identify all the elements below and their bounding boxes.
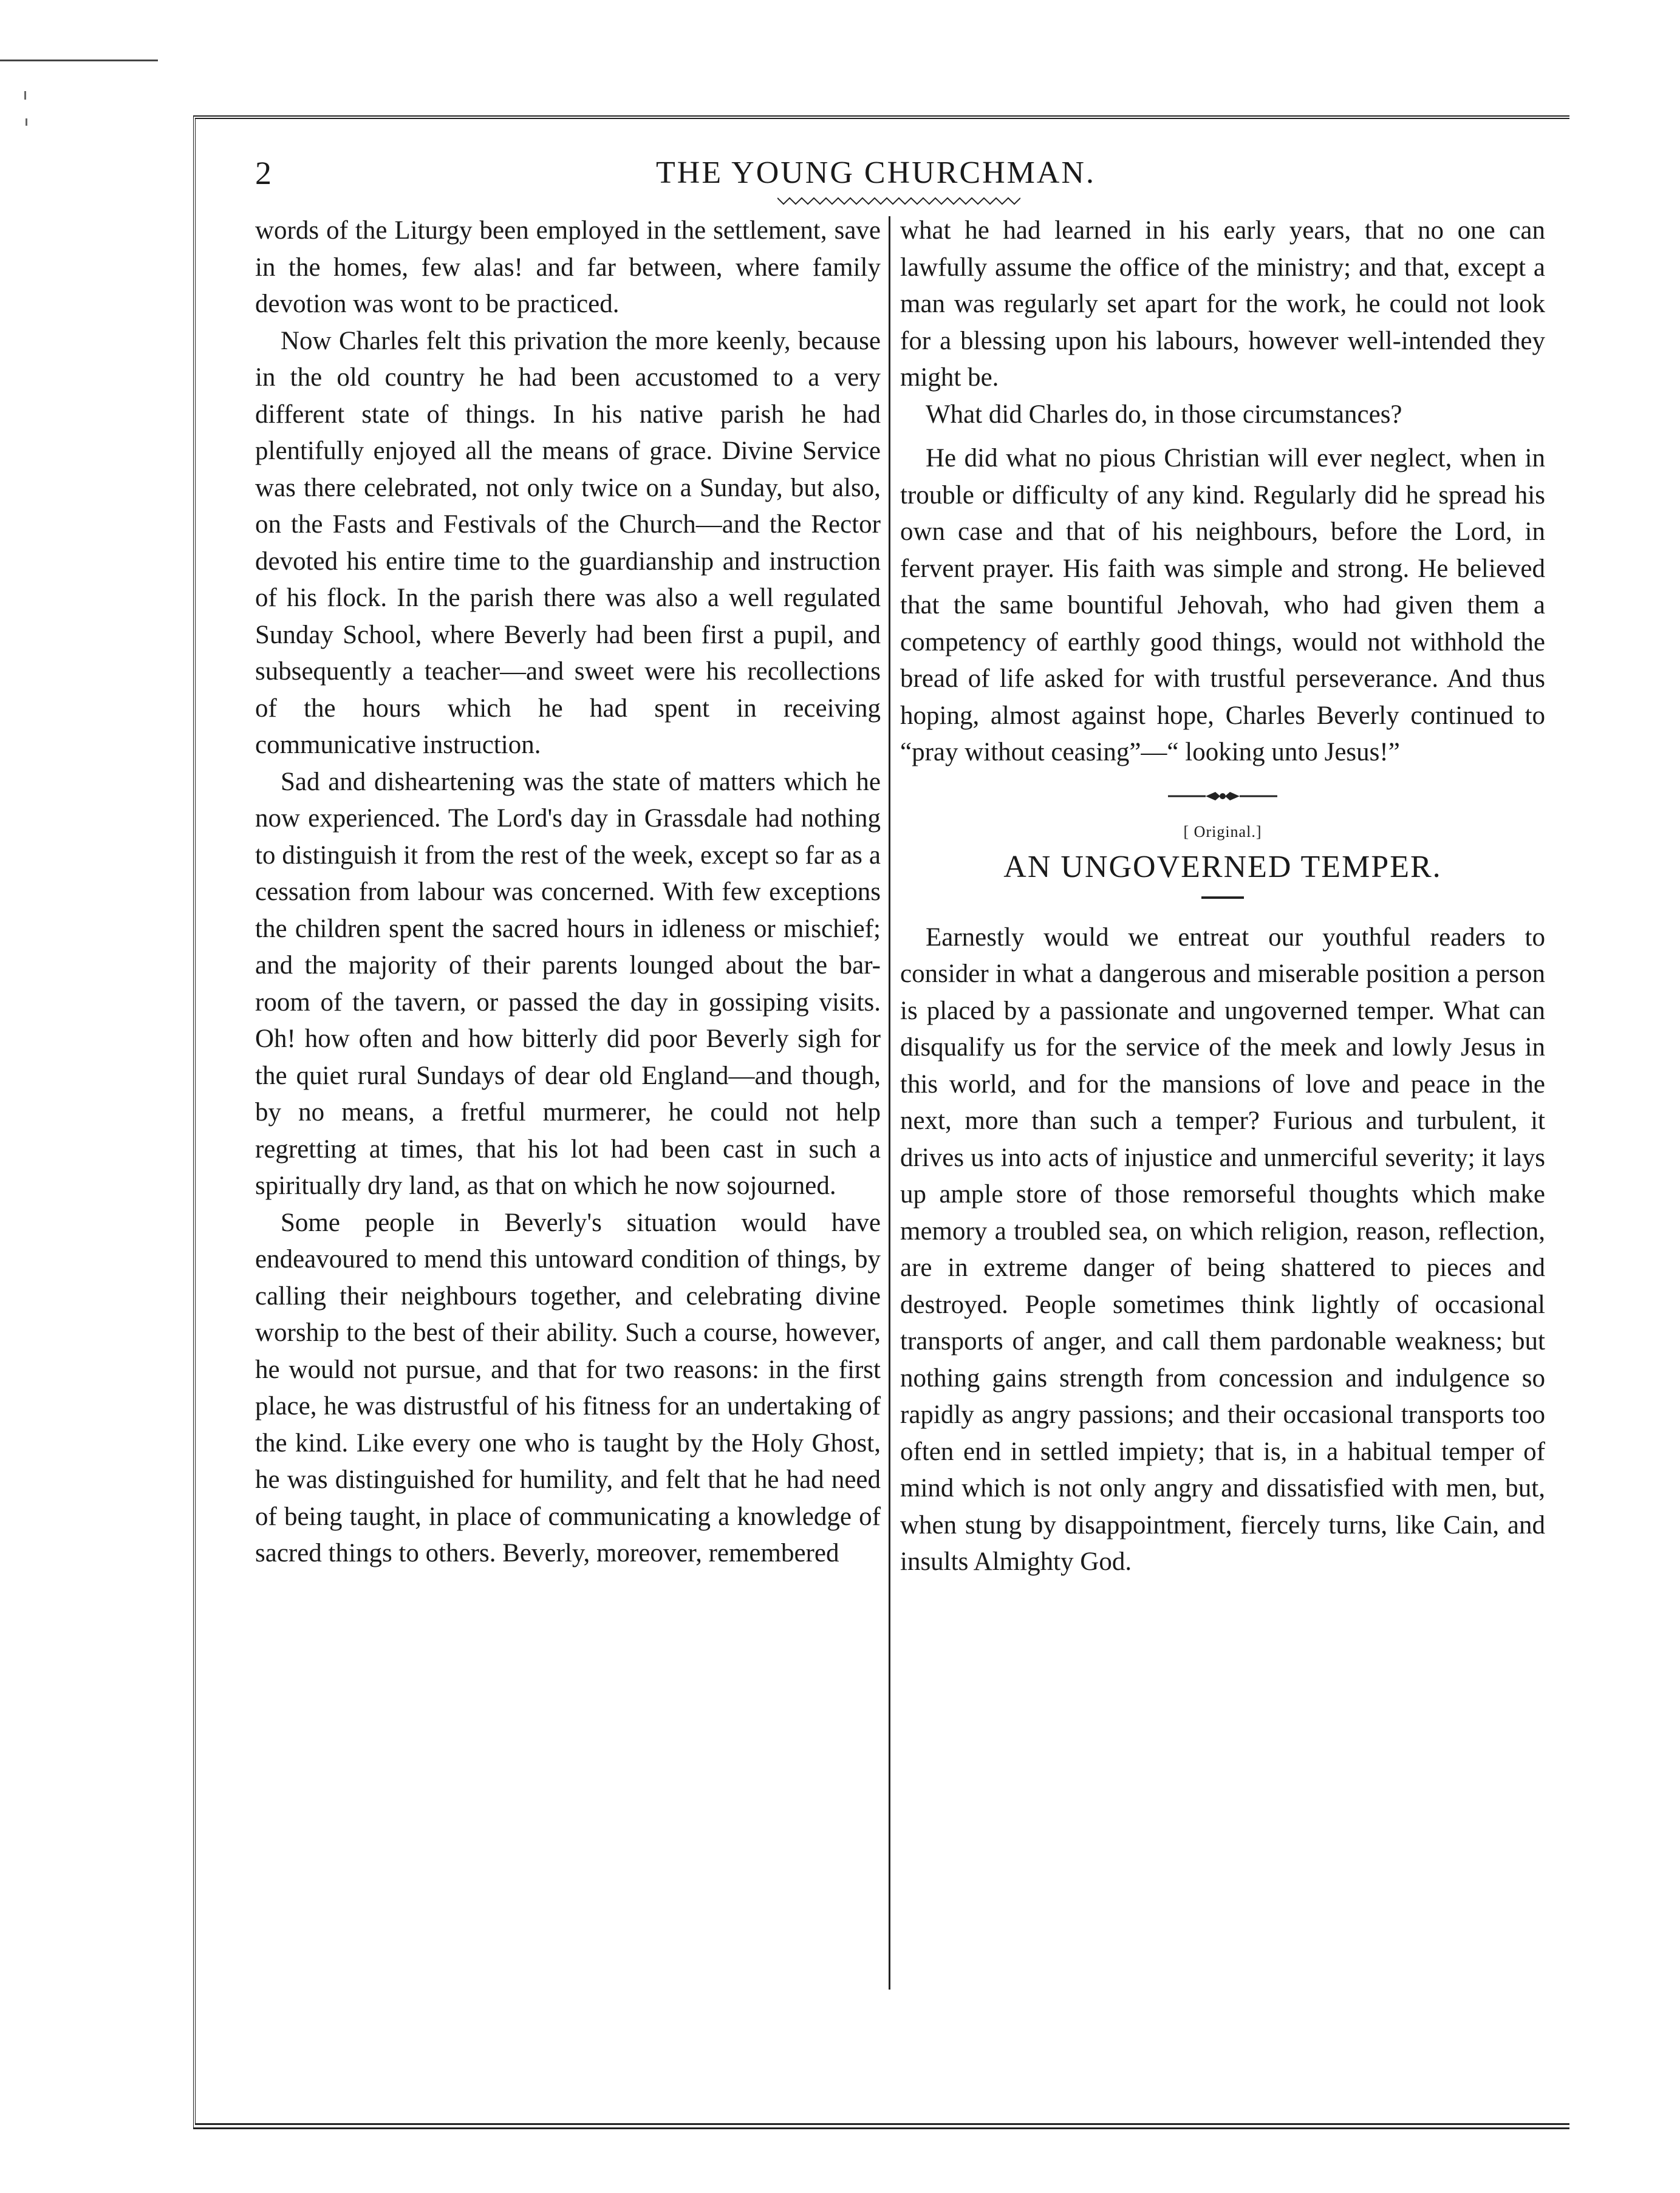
paragraph: Some people in Beverly's situation would have endeavoured to mend this untoward condition of things, by calling their neighbours together, and celebrating divine worship to the best of their ability. Such a course, however, he would not pursue, and that for two reasons: in the first place, he was distrustful of his fitness for an undertaking of the kind. Like every one who is taught by the Holy Ghost, he was distinguished for humility, and felt that he had need of being taught, in place of communicating a knowledge of sacred things to others. Beverly, moreover, remembered [255,1208,881,1567]
article-title: AN UNGOVERNED TEMPER. [1003,849,1442,884]
page-header [255,146,1178,200]
paragraph: What did Charles do, in those circumstances? [926,400,1402,429]
corner-rule [0,60,158,61]
paragraph: words of the Liturgy been employed in the settlement, save in the homes, few alas! and far between, where family devotion was wont to be practiced. [255,216,881,318]
page-number: 2 [255,155,271,191]
paragraph: He did what no pious Christian will ever neglect, when in trouble or difficulty of any kind. Regularly did he spread his own case and that of his neighbours, before the Lord, in fervent prayer. His faith was simple and strong. He believed that the same bountiful Jehovah, who had given them a competency of earthly good things, would not withhold the bread of life asked for with trustful perseverance. And thus hoping, almost against hope, Charles Beverly continued to “pray without ceasing”—“ looking unto Jesus!” [900,444,1545,766]
column-divider [889,216,890,1990]
paragraph: what he had learned in his early years, that no one can lawfully assume the office of the ministry; and that, except a man was regularly set apart for the work, he could not look for a blessing upon his labours, however well-intended they might be. [900,216,1545,392]
right-column [900,213,1545,1581]
paragraph: Earnestly would we entreat our youthful readers to consider in what a dangerous and miserable position a person is placed by a passionate and ungoverned temper. What can disqualify us for the service of the meek and lowly Jesus in this world, and for the mansions of love and peace in the next, more than such a temper? Furious and turbulent, it drives us into acts of injustice and unmerciful severity; it lays up ample store of those remorseful thoughts which make memory a troubled sea, on which religion, reason, reflection, are in extreme danger of being shattered to pieces and destroyed. People sometimes think lightly of occasional transports of anger, and call them pardonable weakness; but nothing gains strength from concession and indulgence so rapidly as angry passions; and their occasional transports too often end in settled impiety; that is, in a habitual temper of mind which is not only angry and dissatisfied with men, but, when stung by disappointment, fiercely turns, like Cain, and insults Almighty God. [900,923,1545,1576]
wavy-rule [777,196,1020,206]
section-ornament [900,782,1545,819]
paragraph: Sad and disheartening was the state of matters which he now experienced. The Lord's day in Grassdale had nothing to distinguish it from the rest of the week, except so far as a cessation from labour was concerned. With few exceptions the children spent the sacred hours in idleness or mischief; and the majority of their parents lounged about the bar-room of the tavern, or passed the day in gossiping visits. Oh! how often and how bitterly did poor Beverly sigh for the quiet rural Sundays of dear old England—and though, by no means, a fretful murmerer, he could not help regretting at times, that his lot had been cast in such a spiritually dry land, as that on which he now sojourned. [255,767,881,1200]
journal-title: THE YOUNG CHURCHMAN. [656,155,1096,190]
ornament-icon [1162,784,1283,808]
margin-mark [24,91,26,100]
original-tag: [ Original.] [1183,822,1262,841]
paragraph: Now Charles felt this privation the more keenly, because in the old country he had been accustomed to a very different state of things. In his native parish he had plentifully enjoyed all the means of grace. Divine Service was there celebrated, not only twice on a Sunday, but also, on the Fasts and Festivals of the Church—and the Rector devoted his entire time to the guardianship and instruction of his flock. In the parish there was also a well regulated Sunday School, where Beverly had been first a pupil, and subsequently a teacher—and sweet were his recollections of the hours which he had spent in receiving communicative instruction. [255,326,881,759]
margin-mark [26,118,27,126]
left-column [255,213,881,1572]
title-rule [1201,896,1244,899]
